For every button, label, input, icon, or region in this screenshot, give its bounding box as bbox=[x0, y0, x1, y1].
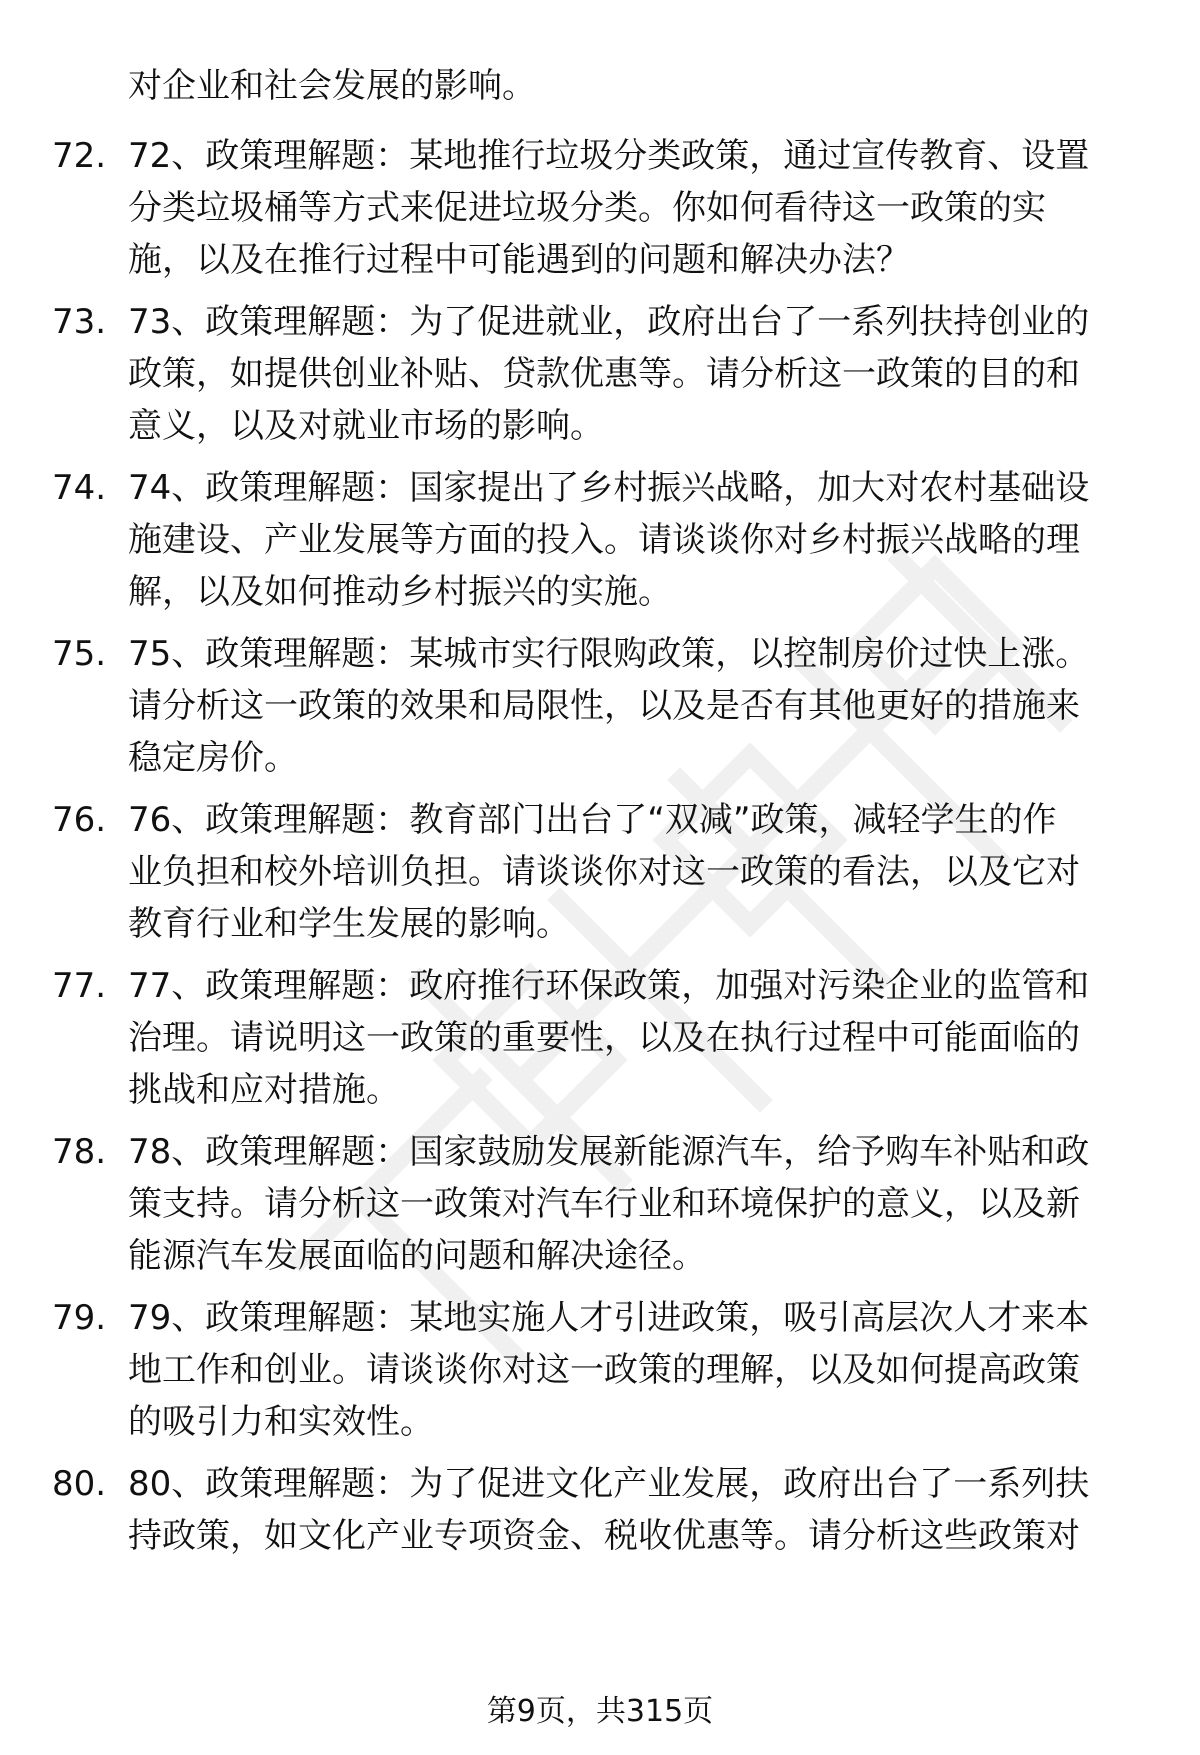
continuation-text: 对企业和社会发展的影响。 bbox=[128, 66, 536, 106]
text-line: 73、政策理解题：为了促进就业，政府出台了一系列扶持创业的 bbox=[128, 302, 1090, 342]
item-number: 79. bbox=[52, 1298, 107, 1338]
text-line: 76、政策理解题：教育部门出台了“双减”政策，减轻学生的作 bbox=[128, 800, 1057, 840]
text-line: 请分析这一政策的效果和局限性，以及是否有其他更好的措施来 bbox=[128, 686, 1080, 726]
item-number: 77. bbox=[52, 966, 107, 1006]
text-line: 78、政策理解题：国家鼓励发展新能源汽车，给予购车补贴和政 bbox=[128, 1132, 1090, 1172]
text-line: 施建设、产业发展等方面的投入。请谈谈你对乡村振兴战略的理 bbox=[128, 520, 1080, 560]
text-line: 策支持。请分析这一政策对汽车行业和环境保护的意义，以及新 bbox=[128, 1184, 1080, 1224]
text-line: 稳定房价。 bbox=[128, 738, 298, 778]
text-line: 72、政策理解题：某地推行垃圾分类政策，通过宣传教育、设置 bbox=[128, 136, 1090, 176]
text-line: 74、政策理解题：国家提出了乡村振兴战略，加大对农村基础设 bbox=[128, 468, 1090, 508]
text-line: 施，以及在推行过程中可能遇到的问题和解决办法？ bbox=[128, 240, 910, 280]
text-line: 的吸引力和实效性。 bbox=[128, 1402, 434, 1442]
item-text bbox=[128, 296, 1148, 452]
text-line: 政策，如提供创业补贴、贷款优惠等。请分析这一政策的目的和 bbox=[128, 354, 1080, 394]
text-line: 75、政策理解题：某城市实行限购政策，以控制房价过快上涨。 bbox=[128, 634, 1090, 674]
text-line: 治理。请说明这一政策的重要性，以及在执行过程中可能面临的 bbox=[128, 1018, 1080, 1058]
item-text bbox=[128, 130, 1148, 286]
item-text bbox=[128, 1458, 1148, 1562]
item-number: 75. bbox=[52, 634, 107, 674]
item-text bbox=[128, 1126, 1148, 1282]
text-line: 77、政策理解题：政府推行环保政策，加强对污染企业的监管和 bbox=[128, 966, 1090, 1006]
page-footer: 第9页，共315页 bbox=[486, 1694, 714, 1729]
item-number: 74. bbox=[52, 468, 107, 508]
text-line: 80、政策理解题：为了促进文化产业发展，政府出台了一系列扶 bbox=[128, 1464, 1090, 1504]
text-line: 意义，以及对就业市场的影响。 bbox=[128, 406, 604, 446]
text-line: 持政策，如文化产业专项资金、税收优惠等。请分析这些政策对 bbox=[128, 1516, 1080, 1556]
item-number: 78. bbox=[52, 1132, 107, 1172]
text-line: 79、政策理解题：某地实施人才引进政策，吸引高层次人才来本 bbox=[128, 1298, 1090, 1338]
item-number: 76. bbox=[52, 800, 107, 840]
item-number: 73. bbox=[52, 302, 107, 342]
text-line: 分类垃圾桶等方式来促进垃圾分类。你如何看待这一政策的实 bbox=[128, 188, 1046, 228]
text-line: 地工作和创业。请谈谈你对这一政策的理解，以及如何提高政策 bbox=[128, 1350, 1080, 1390]
text-line: 能源汽车发展面临的问题和解决途径。 bbox=[128, 1236, 706, 1276]
item-number: 72. bbox=[52, 136, 107, 176]
item-text bbox=[128, 462, 1148, 618]
text-line: 教育行业和学生发展的影响。 bbox=[128, 904, 570, 944]
item-text bbox=[128, 960, 1148, 1116]
item-text bbox=[128, 794, 1148, 950]
text-line: 挑战和应对措施。 bbox=[128, 1070, 400, 1110]
text-line: 业负担和校外培训负担。请谈谈你对这一政策的看法，以及它对 bbox=[128, 852, 1080, 892]
text-line: 解，以及如何推动乡村振兴的实施。 bbox=[128, 572, 672, 612]
item-number: 80. bbox=[52, 1464, 107, 1504]
item-text bbox=[128, 1292, 1148, 1448]
item-text bbox=[128, 628, 1148, 784]
